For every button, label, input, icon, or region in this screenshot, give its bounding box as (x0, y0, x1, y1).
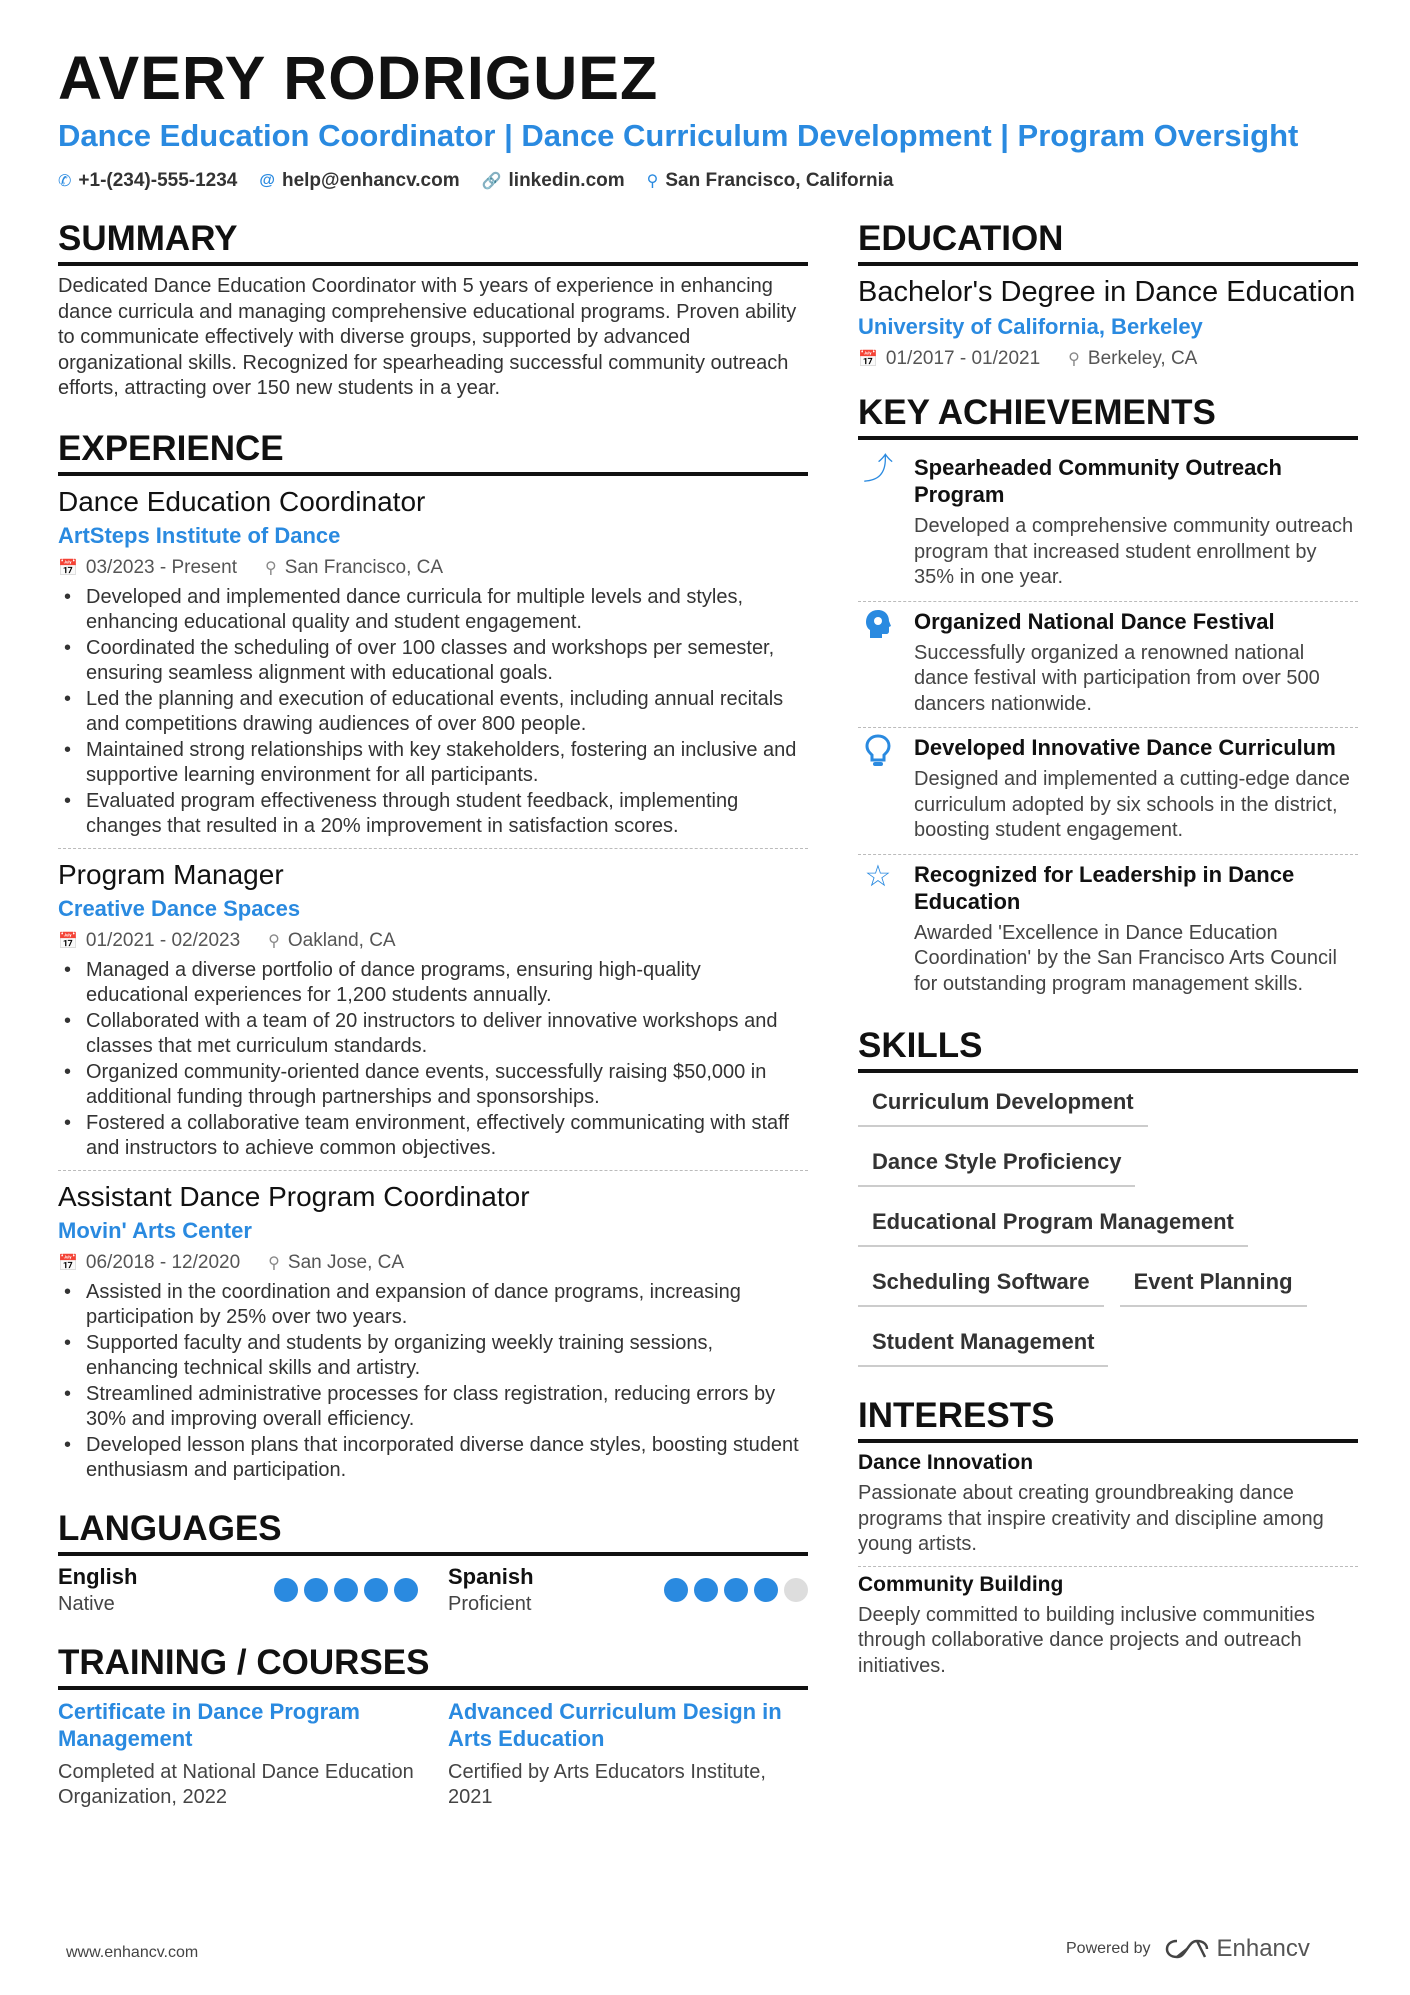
location-pin-icon: ⚲ (264, 559, 277, 577)
phone-icon: ✆ (58, 173, 72, 190)
interest-item (858, 1451, 1358, 1558)
interest-description: Passionate about creating groundbreaking dance programs that inspire creativity and discipline among young artists. (858, 1482, 1324, 1555)
rating-dot-filled (724, 1578, 748, 1602)
job-location: San Jose, CA (287, 1251, 405, 1273)
experience-heading: EXPERIENCE (58, 428, 808, 476)
course-description: Certified by Arts Educators Institute, 2021 (448, 1760, 766, 1808)
job-bullet: • Developed and implemented dance curricula for multiple levels and styles, enhancing educational quality and student engagement. (58, 585, 808, 636)
skills-list (858, 1081, 1358, 1367)
location-pin-icon: ⚲ (268, 932, 280, 950)
achievement-item (858, 602, 1358, 728)
location-pin-icon: ⚲ (646, 173, 659, 190)
job-bullet: • Supported faculty and students by organizing weekly training sessions, enhancing technical skills and artistry. (58, 1331, 808, 1382)
star-icon: ☆ (864, 859, 892, 893)
achievements-heading: KEY ACHIEVEMENTS (858, 392, 1358, 440)
headline: Dance Education Coordinator | Dance Curriculum Development | Program Oversight (58, 118, 1299, 153)
calendar-icon: 📅 (58, 932, 78, 950)
language-name: English (58, 1563, 138, 1589)
achievement-item (858, 855, 1358, 1008)
course-title: Certificate in Dance Program Management (58, 1698, 360, 1751)
divider (858, 1566, 1358, 1567)
skill-tag: Dance Style Proficiency (858, 1141, 1135, 1187)
summary-text: Dedicated Dance Education Coordinator with 5 years of experience in enhancing dance curricula and managing comprehensive educational programs. Proven ability to communicate effectively with diverse groups, supported by advanced organizational skills. Recognized for spearheading successful community outreach efforts, attracting over 150 new students in a year. (58, 275, 797, 399)
rating-dot-filled (364, 1578, 388, 1602)
job-bullets (58, 1280, 808, 1484)
contact-bar (58, 170, 893, 192)
divider (58, 848, 808, 849)
brand-logo[interactable] (1165, 1935, 1310, 1963)
rating-dot-filled (694, 1578, 718, 1602)
education-degree: Bachelor's Degree in Dance Education (858, 276, 1356, 308)
job-role: Assistant Dance Program Coordinator (58, 1180, 530, 1212)
job-bullet: • Streamlined administrative processes for class registration, reducing errors by 30% and improving overall efficiency. (58, 1382, 808, 1433)
achievement-item (858, 448, 1358, 601)
skill-tag: Curriculum Development (858, 1081, 1148, 1127)
job-entry (58, 1179, 808, 1484)
job-bullet: • Fostered a collaborative team environment, effectively communicating with staff and instructors to achieve common objectives. (58, 1111, 808, 1162)
calendar-icon: 📅 (58, 559, 78, 577)
job-location: San Francisco, CA (284, 556, 444, 578)
job-bullets (58, 958, 808, 1162)
job-bullet: • Collaborated with a team of 20 instructors to deliver innovative workshops and classes that met curriculum standards. (58, 1009, 808, 1060)
enhancv-logo-icon (1165, 1938, 1209, 1960)
interest-title: Community Building (858, 1572, 1064, 1596)
training-heading: TRAINING / COURSES (58, 1642, 808, 1690)
course-title: Advanced Curriculum Design in Arts Education (448, 1698, 782, 1751)
rating-dot-filled (394, 1578, 418, 1602)
contact-email[interactable] (259, 170, 459, 192)
job-bullet: • Managed a diverse portfolio of dance programs, ensuring high-quality educational experiences for 1,200 students annually. (58, 958, 808, 1009)
achievement-description: Successfully organized a renowned national dance festival with participation from over 500 dancers nationwide. (914, 641, 1320, 715)
job-bullet: • Led the planning and execution of educational events, including annual recitals and competitions drawing audiences of over 800 people. (58, 687, 808, 738)
location-text: San Francisco, California (665, 170, 894, 191)
route-icon: ⤴ (863, 453, 893, 486)
course-description: Completed at National Dance Education Organization, 2022 (58, 1760, 414, 1808)
language-rating (664, 1578, 808, 1602)
footer-branding (1066, 1935, 1310, 1963)
interest-title: Dance Innovation (858, 1451, 1034, 1474)
education-school: University of California, Berkeley (858, 314, 1203, 339)
linkedin-text: linkedin.com (508, 170, 625, 191)
languages-heading: LANGUAGES (58, 1508, 808, 1556)
skill-tag: Student Management (858, 1321, 1108, 1367)
skills-heading: SKILLS (858, 1025, 1358, 1073)
job-bullet: • Maintained strong relationships with key stakeholders, fostering an inclusive and supportive learning environment for all participants. (58, 738, 808, 789)
job-entry (58, 857, 808, 1162)
achievement-title: Recognized for Leadership in Dance Education (914, 861, 1295, 914)
rating-dot-filled (304, 1578, 328, 1602)
calendar-icon: 📅 (58, 1254, 78, 1272)
phone-text: +1-(234)-555-1234 (78, 170, 238, 191)
skill-tag: Educational Program Management (858, 1201, 1248, 1247)
job-meta (58, 1252, 808, 1274)
rating-dot-empty (784, 1578, 808, 1602)
left-column (58, 218, 808, 1811)
language-name: Spanish (448, 1563, 534, 1589)
language-item (58, 1564, 418, 1616)
job-bullet: • Developed lesson plans that incorporated diverse dance styles, boosting student enthusiasm and participation. (58, 1433, 808, 1484)
rating-dot-filled (274, 1578, 298, 1602)
job-bullet: • Assisted in the coordination and expansion of dance programs, increasing participation by 25% over two years. (58, 1280, 808, 1331)
achievement-description: Awarded 'Excellence in Dance Education Coordination' by the San Francisco Arts Council for outstanding program management skills. (914, 921, 1337, 995)
calendar-icon: 📅 (858, 351, 878, 368)
language-level: Proficient (448, 1592, 532, 1615)
lightbulb-icon (858, 734, 898, 844)
achievement-item (858, 728, 1358, 854)
languages-list (58, 1564, 808, 1616)
job-dates: 03/2023 - Present (85, 556, 237, 578)
job-bullet: • Evaluated program effectiveness through student feedback, implementing changes that resulted in a 20% improvement in satisfaction scores. (58, 789, 808, 840)
right-column (858, 218, 1358, 1679)
contact-linkedin[interactable] (482, 170, 625, 192)
job-meta (58, 930, 808, 952)
location-pin-icon: ⚲ (268, 1254, 280, 1272)
job-bullet: • Coordinated the scheduling of over 100 classes and workshops per semester, ensuring seamless alignment with educational goals. (58, 636, 808, 687)
job-company: Movin' Arts Center (58, 1217, 252, 1243)
achievement-description: Developed a comprehensive community outreach program that increased student enrollment by 35% in one year. (914, 515, 1354, 588)
job-dates: 01/2021 - 02/2023 (85, 929, 241, 951)
job-company: Creative Dance Spaces (58, 895, 301, 921)
powered-by-label: Powered by (1066, 1940, 1151, 1957)
achievement-title: Developed Innovative Dance Curriculum (914, 735, 1336, 760)
language-item (448, 1564, 808, 1616)
summary-heading: SUMMARY (58, 218, 808, 266)
footer-website[interactable]: www.enhancv.com (66, 1944, 199, 1961)
rating-dot-filled (664, 1578, 688, 1602)
job-entry (58, 484, 808, 840)
job-dates: 06/2018 - 12/2020 (85, 1251, 241, 1273)
job-role: Program Manager (58, 858, 284, 890)
contact-phone[interactable] (58, 170, 237, 192)
education-location: Berkeley, CA (1087, 348, 1198, 369)
rating-dot-filled (334, 1578, 358, 1602)
head-icon (858, 608, 898, 718)
email-text: help@enhancv.com (281, 170, 460, 191)
job-meta (58, 557, 808, 579)
at-icon: @ (259, 172, 275, 189)
language-level: Native (58, 1592, 115, 1615)
course-item (448, 1698, 808, 1811)
achievement-description: Designed and implemented a cutting-edge dance curriculum adopted by six schools in the district, boosting student engagement. (914, 768, 1350, 841)
language-rating (274, 1578, 418, 1602)
skill-tag: Scheduling Software (858, 1261, 1104, 1307)
interest-description: Deeply committed to building inclusive communities through collaborative dance projects and outreach initiatives. (858, 1603, 1315, 1677)
education-meta (858, 348, 1358, 370)
education-dates: 01/2017 - 01/2021 (885, 348, 1041, 369)
achievement-title: Organized National Dance Festival (914, 608, 1275, 634)
interest-item (858, 1573, 1358, 1680)
candidate-name: AVERY RODRIGUEZ (58, 44, 659, 112)
job-role: Dance Education Coordinator (58, 485, 426, 517)
brand-name: Enhancv (1216, 1935, 1310, 1962)
courses-list (58, 1698, 808, 1811)
skill-tag: Event Planning (1120, 1261, 1307, 1307)
interests-heading: INTERESTS (858, 1395, 1358, 1443)
divider (58, 1170, 808, 1171)
education-heading: EDUCATION (858, 218, 1358, 266)
contact-location (647, 170, 894, 192)
course-item (58, 1698, 418, 1811)
location-pin-icon: ⚲ (1068, 351, 1080, 368)
job-company: ArtSteps Institute of Dance (58, 522, 341, 548)
job-location: Oakland, CA (287, 929, 396, 951)
link-icon: 🔗 (481, 173, 502, 190)
achievement-title: Spearheaded Community Outreach Program (914, 455, 1282, 507)
job-bullets (58, 585, 808, 840)
job-bullet: • Organized community-oriented dance events, successfully raising $50,000 in additional funding through partnerships and sponsorships. (58, 1060, 808, 1111)
rating-dot-filled (754, 1578, 778, 1602)
